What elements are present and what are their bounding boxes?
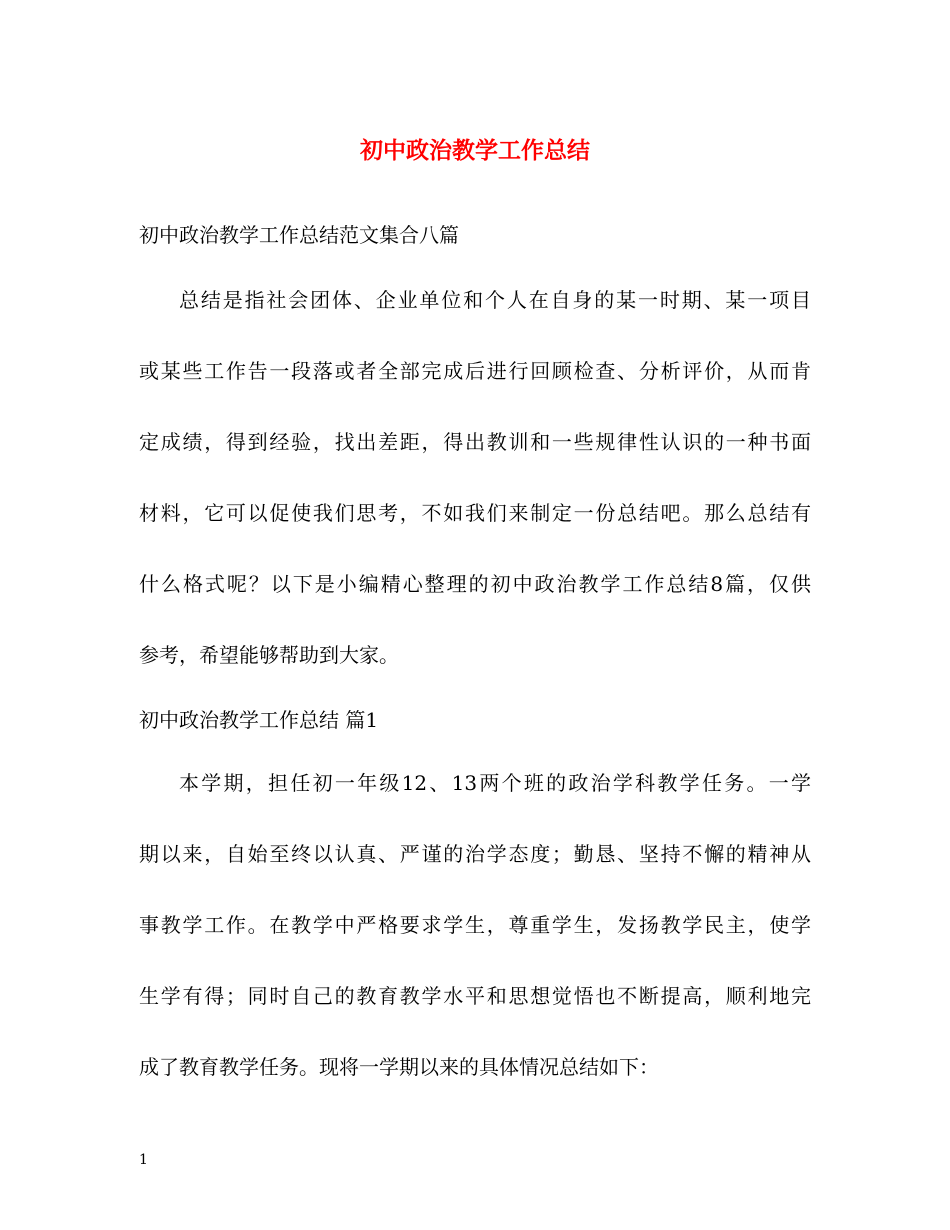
intro-line: 定成绩，得到经验，找出差距，得出教训和一些规律性认识的一种书面 [139, 430, 811, 454]
document-title: 初中政治教学工作总结 [360, 137, 590, 164]
intro-line: 总结是指社会团体、企业单位和个人在自身的某一时期、某一项目 [179, 288, 811, 312]
intro-line: 材料，它可以促使我们思考，不如我们来制定一份总结吧。那么总结有 [139, 501, 811, 525]
document-subtitle: 初中政治教学工作总结范文集合八篇 [139, 223, 459, 247]
section-line: 期以来，自始至终以认真、严谨的治学态度；勤恳、坚持不懈的精神从 [139, 842, 811, 866]
page-number: 1 [139, 1152, 148, 1168]
section-line: 成了教育教学任务。现将一学期以来的具体情况总结如下： [139, 1055, 659, 1079]
section-line: 本学期，担任初一年级12、13两个班的政治学科教学任务。一学 [179, 771, 811, 795]
intro-line: 什么格式呢？以下是小编精心整理的初中政治教学工作总结8篇，仅供 [139, 572, 811, 596]
section-heading: 初中政治教学工作总结 篇1 [139, 708, 379, 732]
section-line: 生学有得；同时自己的教育教学水平和思想觉悟也不断提高，顺利地完 [139, 984, 811, 1008]
intro-line: 参考，希望能够帮助到大家。 [139, 643, 399, 667]
intro-line: 或某些工作告一段落或者全部完成后进行回顾检查、分析评价，从而肯 [139, 359, 811, 383]
section-line: 事教学工作。在教学中严格要求学生，尊重学生，发扬教学民主，使学 [139, 913, 811, 937]
